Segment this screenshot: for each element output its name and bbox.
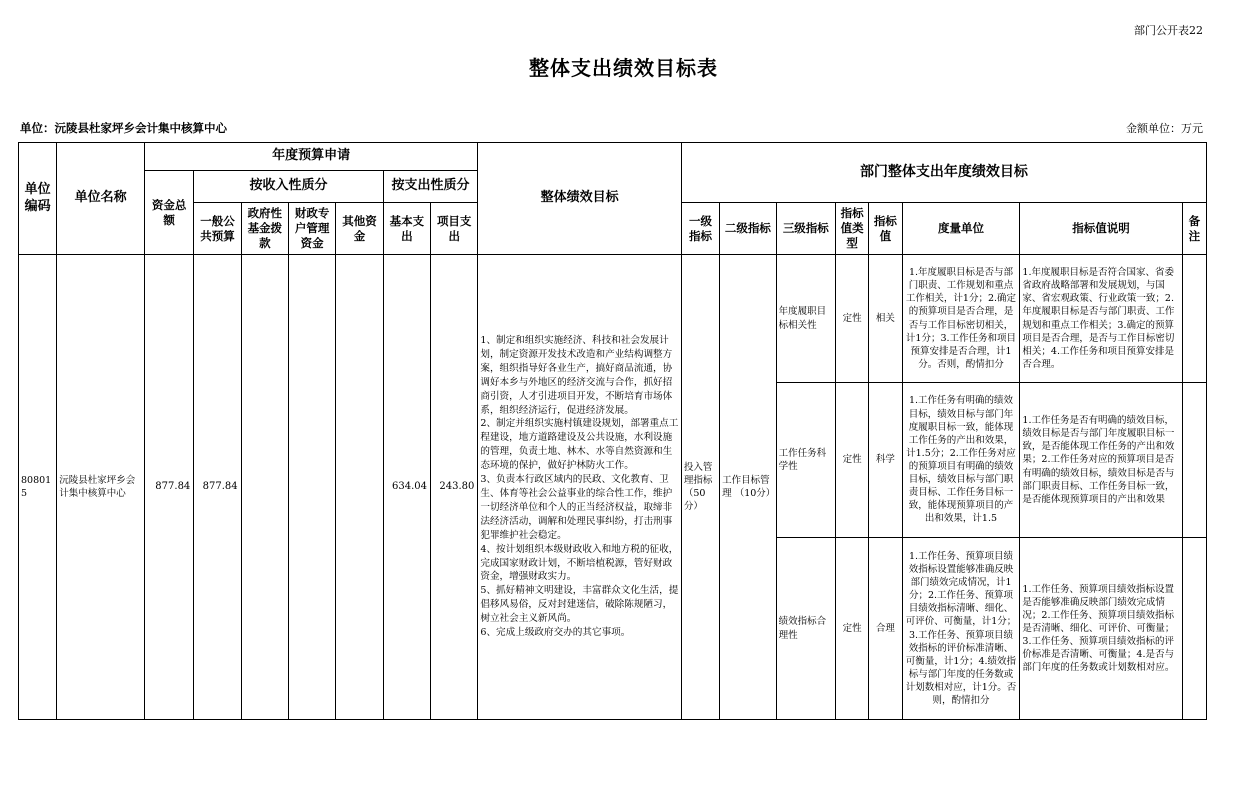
- cell-unit-name: 沅陵县杜家坪乡会计集中核算中心: [57, 255, 145, 720]
- header-unit-name: 单位名称: [57, 143, 145, 255]
- cell-other-funds: [336, 255, 383, 720]
- cell-level2: 工作目标管理 （10分）: [720, 255, 776, 720]
- header-level2: 二级指标: [720, 203, 776, 255]
- header-indicator-type: 指标值类型: [836, 203, 869, 255]
- amount-unit: 金额单位：万元: [1126, 122, 1203, 135]
- cell-remarks: [1182, 255, 1206, 383]
- cell-measure: [902, 538, 1020, 720]
- desc-text: 1.年度履职目标是否符合国家、省委省政府战略部署和发展规划，与国家、省宏观政策、行业政策一致；2.年度履职目标是否与部门职责、工作规划和重点工作相关；3.确定的预算项目是否合理，是否与工作目标密切相关；4.工作任务和项目预算安排是否合理。: [1022, 267, 1175, 370]
- desc-text: 1.工作任务、预算项目绩效指标设置是否能够准确反映部门绩效完成情况；2.工作任务、预算项目绩效指标是否清晰、细化、可评价、可衡量；3.工作任务、预算项目绩效指标的评价标准是否清晰、可衡量；4.是否与部门年度的任务数或计划数相对应。: [1022, 583, 1175, 674]
- header-other-funds: 其他资金: [336, 203, 383, 255]
- header-total-funds: 资金总额: [144, 171, 193, 255]
- cell-total-funds: 877.84: [144, 255, 193, 720]
- unit-label: 单位：沅陵县杜家坪乡会计集中核算中心: [20, 121, 227, 135]
- header-by-expense: 按支出性质分: [383, 171, 478, 203]
- cell-remarks: [1182, 383, 1206, 538]
- cell-general-budget: 877.84: [194, 255, 241, 720]
- performance-table: [18, 142, 1207, 720]
- measure-text: 1.工作任务、预算项目绩效指标设置能够准确反映部门绩效完成情况，计1分；2.工作任务、预算项目绩效指标清晰、细化、可评价、可衡量，计1分；3.工作任务、预算项目绩效指标的评价标准清晰、可衡量，计1分；4.绩效指标与部门年度的任务数或计划数相对应，计1分。否则，酌情扣分: [905, 550, 1017, 707]
- header-measure-unit: 度量单位: [902, 203, 1020, 255]
- cell-indicator-type: 定性: [836, 538, 869, 720]
- desc-text: 1.工作任务是否有明确的绩效目标，绩效目标是否与部门年度履职目标一致，是否能体现工作任务的产出和效果；2.工作任务对应的预算项目是否有明确的绩效目标，绩效目标是否与部门职责目标、工作任务目标一致，是否能体现预算项目的产出和效果: [1022, 415, 1175, 505]
- header-basic-expense: 基本支出: [383, 203, 430, 255]
- header-level3: 三级指标: [776, 203, 835, 255]
- header-general-budget: 一般公共预算: [194, 203, 241, 255]
- table-row: [19, 255, 1207, 383]
- header-unit-code: 单位编码: [19, 143, 57, 255]
- measure-text: 1.工作任务有明确的绩效目标，绩效目标与部门年度履职目标一致，能体现工作任务的产出和效果，计1.5分；2.工作任务对应的预算项目有明确的绩效目标，绩效目标与部门职责目标、工作任务目标一致，能体现预算项目的产出和效果，计1.5: [906, 395, 1016, 525]
- page-title: 整体支出绩效目标表: [529, 56, 718, 80]
- cell-project-expense: 243.80: [431, 255, 478, 720]
- cell-indicator-desc: [1020, 255, 1182, 383]
- cell-unit-code: 808015: [19, 255, 57, 720]
- header-indicator-value: 指标值: [869, 203, 902, 255]
- cell-measure: [902, 255, 1020, 383]
- header-remarks: 备注: [1182, 203, 1206, 255]
- cell-level3: 年度履职目标相关性: [776, 255, 835, 383]
- header-annual-budget: 年度预算申请: [144, 143, 477, 171]
- header-special-fund: 财政专户管理资金: [288, 203, 335, 255]
- cell-indicator-value: 相关: [869, 255, 902, 383]
- cell-remarks: [1182, 538, 1206, 720]
- cell-gov-fund: [241, 255, 288, 720]
- cell-indicator-type: 定性: [836, 383, 869, 538]
- cell-overall-goal: 1、制定和组织实施经济、科技和社会发展计划，制定资源开发技术改造和产业结构调整方案，组织指导好各业生产，搞好商品流通，协调好本乡与外地区的经济交流与合作，抓好招商引资，人才引进项目开发，不断培育市场体系，组织经济运行，促进经济发展。 2、制定并组织实施村镇建设规划，部署重点工程建设，地方道路建设及公共设施，水利设施的管理，负责土地、林木、水等自然资源和生态环境的保护，做好护林防火工作。 3、负责本行政区域内的民政、文化教育、卫生、体育等社会公益事业的综合性工作，维护一切经济单位和个人的正当经济权益，取缔非法经济活动，调解和处理民事纠纷，打击刑事犯罪维护社会稳定。 4、按计划组织本级财政收入和地方税的征收，完成国家财政计划，不断培植税源，管好财政资金，增强财政实力。 5、抓好精神文明建设，丰富群众文化生活，提倡移风易俗，反对封建迷信，破除陈规陋习，树立社会主义新风尚。 6、完成上级政府交办的其它事项。: [478, 255, 682, 720]
- cell-indicator-desc: [1020, 538, 1182, 720]
- header-gov-fund: 政府性基金拨款: [241, 203, 288, 255]
- measure-text: 1.年度履职目标是否与部门职责、工作规划和重点工作相关，计1分；2.确定的预算项目是否合理，是否与工作目标密切相关，计1分；3.工作任务和项目预算安排是否合理，计1分。否则，酌情扣分: [905, 267, 1017, 370]
- header-dept-goal: 部门整体支出年度绩效目标: [681, 143, 1206, 203]
- cell-indicator-value: 科学: [869, 383, 902, 538]
- cell-indicator-type: 定性: [836, 255, 869, 383]
- cell-indicator-desc: [1020, 383, 1182, 538]
- cell-level3: 工作任务科学性: [776, 383, 835, 538]
- form-number: 部门公开表22: [1134, 24, 1203, 37]
- header-overall-goal: 整体绩效目标: [478, 143, 682, 255]
- cell-level3: 绩效指标合理性: [776, 538, 835, 720]
- header-by-income: 按收入性质分: [194, 171, 383, 203]
- cell-special-fund: [288, 255, 335, 720]
- cell-level1: 投入管理指标（50分）: [681, 255, 719, 720]
- header-project-expense: 项目支出: [431, 203, 478, 255]
- cell-indicator-value: 合理: [869, 538, 902, 720]
- header-indicator-desc: 指标值说明: [1020, 203, 1182, 255]
- cell-measure: [902, 383, 1020, 538]
- header-level1: 一级指标: [681, 203, 719, 255]
- cell-basic-expense: 634.04: [383, 255, 430, 720]
